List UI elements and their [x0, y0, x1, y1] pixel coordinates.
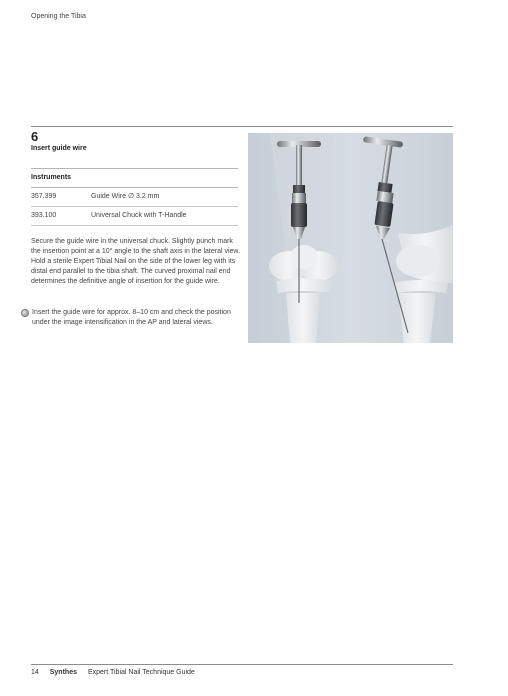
instruments-heading: Instruments	[31, 169, 238, 188]
brand-name: Synthes	[49, 669, 77, 676]
bullet-text: Insert the guide wire for approx. 8–10 cm and check the position under the image intensification in the AP and lateral views.	[32, 309, 231, 326]
instrument-name: Universal Chuck with T-Handle	[91, 212, 187, 219]
bullet-disc-icon	[21, 309, 29, 317]
section-divider	[31, 126, 453, 127]
instrument-name: Guide Wire ∅ 3.2 mm	[91, 193, 160, 200]
table-row	[31, 207, 238, 226]
instrument-code: 357.399	[31, 193, 57, 200]
guide-wire-illustration	[248, 133, 453, 343]
instrument-code: 393.100	[31, 212, 57, 219]
running-header: Opening the Tibia	[31, 13, 86, 20]
table-row	[31, 188, 238, 207]
bullet-item	[21, 308, 251, 328]
document-title: Expert Tibial Nail Technique Guide	[87, 669, 195, 676]
step-title: Insert guide wire	[31, 145, 87, 152]
knee-guide-wire-render	[248, 133, 453, 343]
footer-divider	[31, 664, 453, 665]
page-number: 14	[31, 669, 39, 676]
instruments-table	[31, 168, 238, 226]
step-number: 6	[31, 129, 39, 144]
page-footer	[31, 669, 195, 676]
instruction-paragraph: Secure the guide wire in the universal chuck. Slightly punch mark the insertion point at a 10° angle to the shaft axis in the lateral view. Hold a sterile Expert Tibial Nail on the side of the lower leg with its distal end parallel to the tibia shaft. The curved proximal nail end determines the definitive angle of insertion for the guide wire.	[31, 238, 241, 285]
